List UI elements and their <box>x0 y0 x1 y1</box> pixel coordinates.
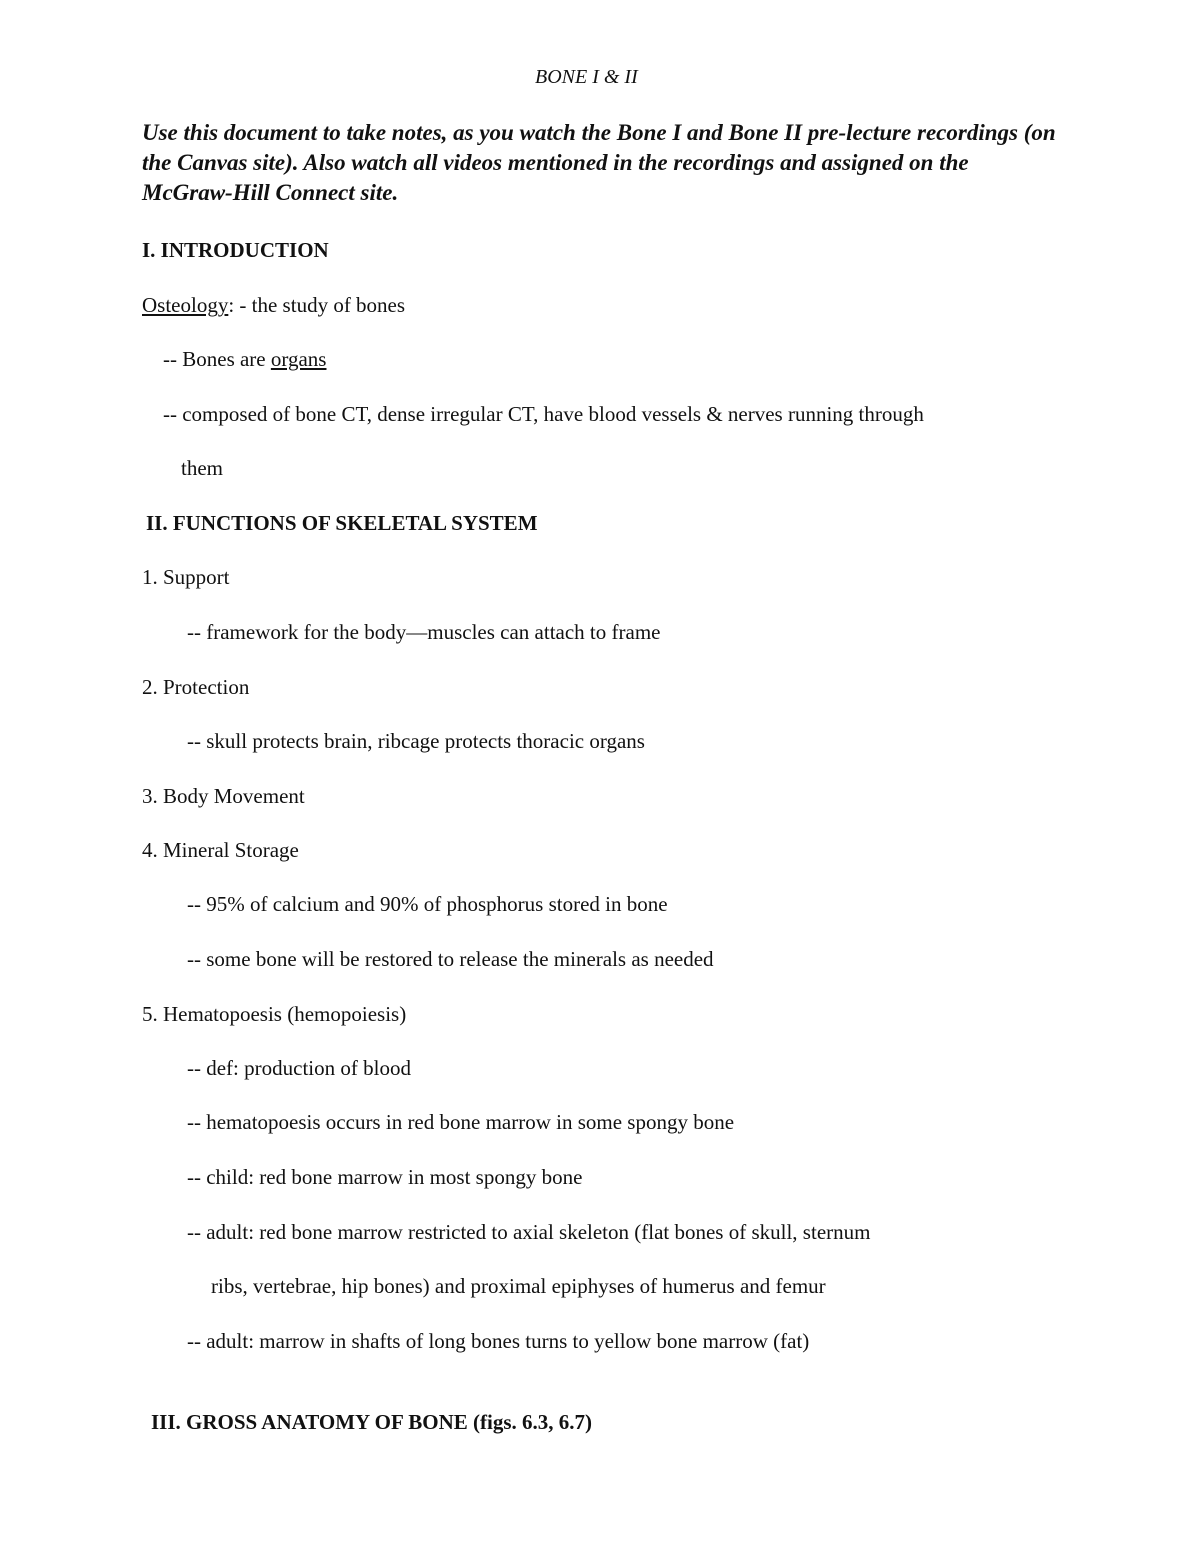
hematopoesis-detail-3: -- child: red bone marrow in most spongy bone <box>187 1165 583 1189</box>
document-title: BONE I & II <box>535 66 638 88</box>
organs-prefix: -- Bones are <box>163 347 271 371</box>
section-heading-functions: II. FUNCTIONS OF SKELETAL SYSTEM <box>146 511 538 535</box>
composed-line-cont: them <box>181 456 223 480</box>
mineral-detail-2: -- some bone will be restored to release the minerals as needed <box>187 947 714 971</box>
osteology-term: Osteology <box>142 293 229 317</box>
hematopoesis-detail-2: -- hematopoesis occurs in red bone marrow in some spongy bone <box>187 1110 735 1134</box>
function-mineral-storage: 4. Mineral Storage <box>142 838 299 862</box>
section-heading-gross-anatomy: III. GROSS ANATOMY OF BONE (figs. 6.3, 6.7) <box>151 1410 593 1434</box>
hematopoesis-detail-4: -- adult: red bone marrow restricted to axial skeleton (flat bones of skull, sternum <box>187 1220 871 1244</box>
composed-line: -- composed of bone CT, dense irregular CT, have blood vessels & nerves running through <box>163 402 924 426</box>
hematopoesis-detail-4-cont: ribs, vertebrae, hip bones) and proximal epiphyses of humerus and femur <box>211 1274 826 1298</box>
intro-instructions: Use this document to take notes, as you watch the Bone I and Bone II pre-lecture recordings (on the Canvas site). Also watch all videos mentioned in the recordings and assigned on the McGraw-Hill Connect site. <box>142 120 1056 205</box>
function-body-movement: 3. Body Movement <box>142 784 305 808</box>
function-protection: 2. Protection <box>142 675 250 699</box>
organs-term: organs <box>270 347 327 371</box>
osteology-definition: : - the study of bones <box>228 293 406 317</box>
function-support: 1. Support <box>142 565 230 589</box>
mineral-detail-1: -- 95% of calcium and 90% of phosphorus stored in bone <box>187 892 668 916</box>
section-heading-introduction: I. INTRODUCTION <box>142 238 329 262</box>
function-hematopoesis: 5. Hematopoesis (hemopoiesis) <box>142 1002 407 1026</box>
support-detail: -- framework for the body—muscles can attach to frame <box>187 620 661 644</box>
hematopoesis-detail-1: -- def: production of blood <box>187 1056 411 1080</box>
protection-detail: -- skull protects brain, ribcage protects thoracic organs <box>187 729 645 753</box>
osteology-line <box>142 292 405 318</box>
hematopoesis-detail-5: -- adult: marrow in shafts of long bones turns to yellow bone marrow (fat) <box>187 1329 810 1353</box>
organs-line <box>163 346 326 372</box>
